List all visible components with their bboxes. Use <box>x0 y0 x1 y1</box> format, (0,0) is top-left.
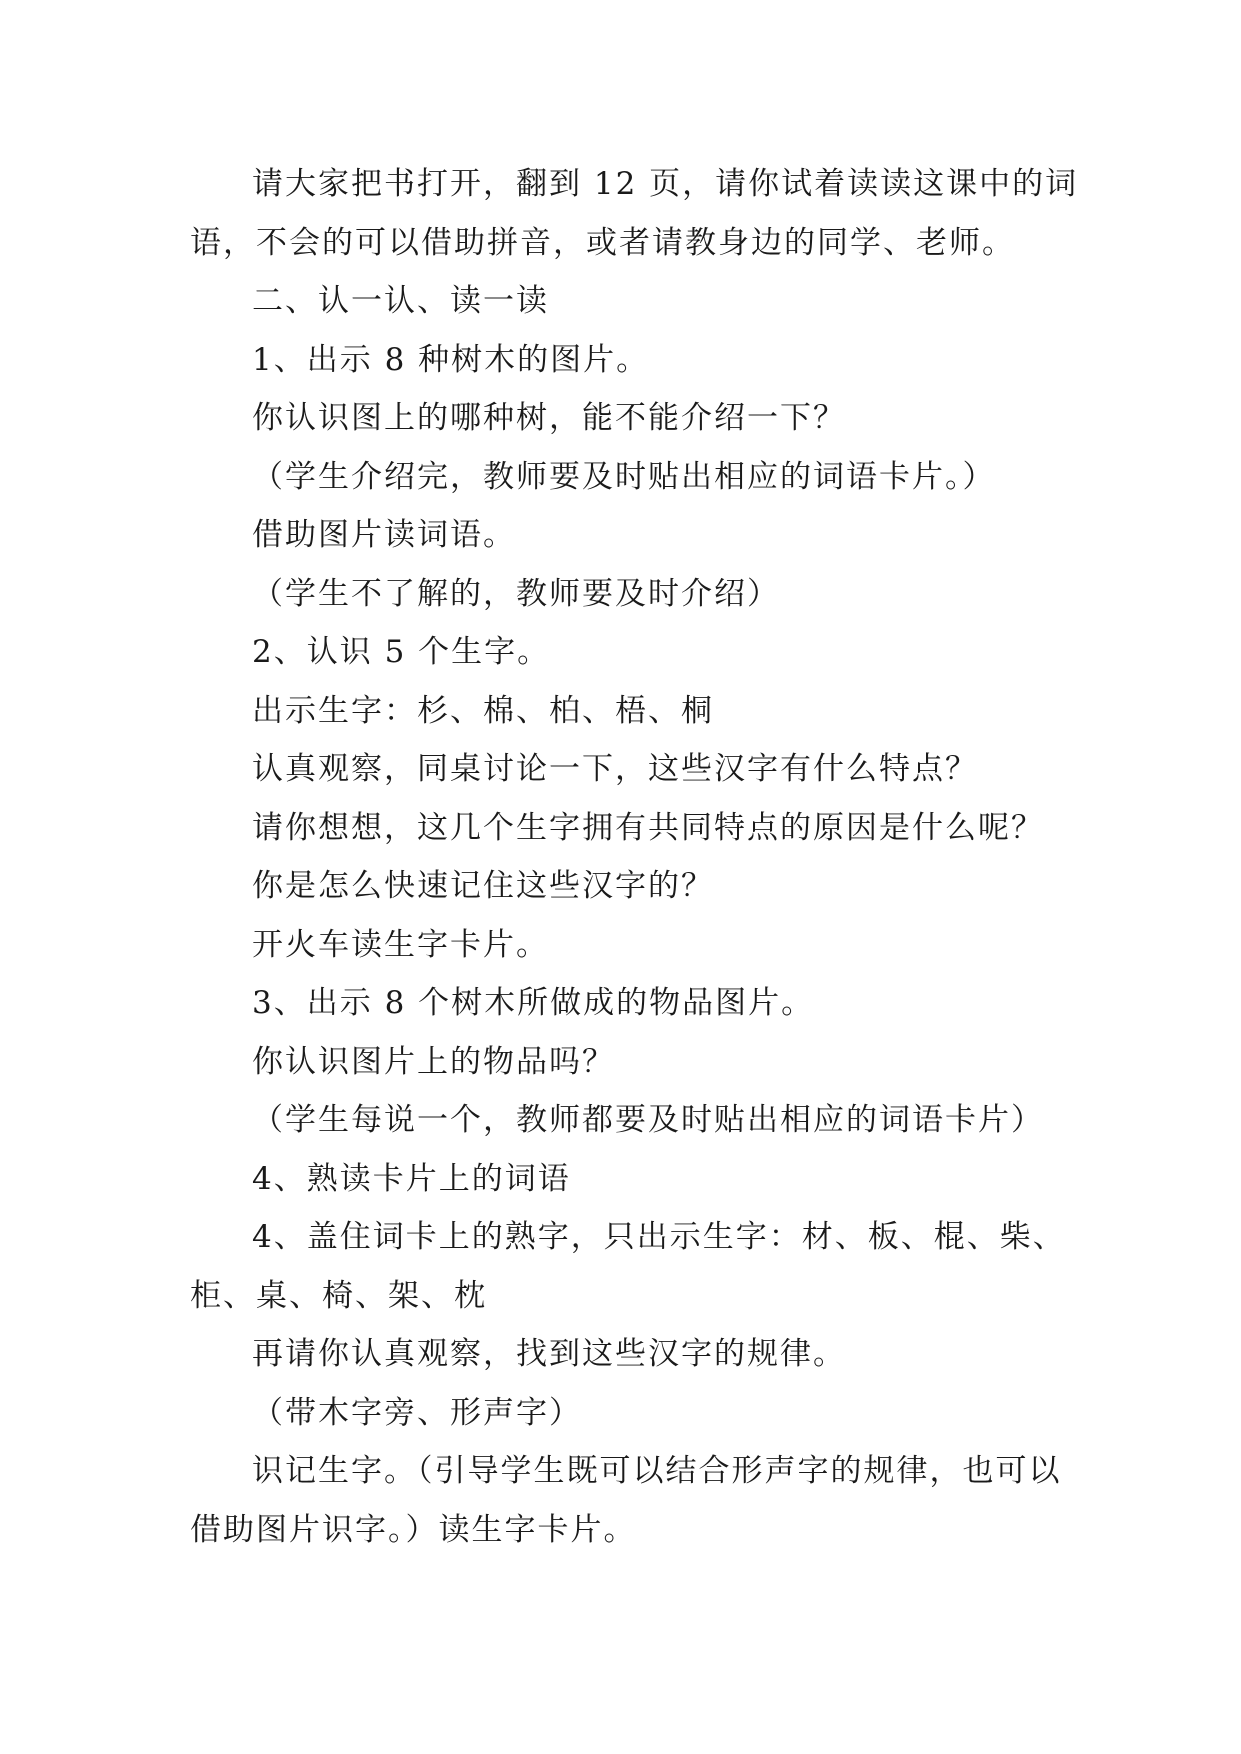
document-body <box>190 155 1090 1559</box>
paragraph-show-characters: 出示生字：杉、棉、柏、梧、桐 <box>252 692 714 729</box>
paragraph-note-radical: （带木字旁、形声字） <box>252 1394 582 1431</box>
paragraph-step-2: 2、认识 5 个生字。 <box>252 634 551 670</box>
paragraph-read-words: 借助图片读词语。 <box>252 517 516 553</box>
section-heading-read: 二、认一认、读一读 <box>252 283 549 319</box>
paragraph-note-each: （学生每说一个，教师都要及时贴出相应的词语卡片） <box>252 1102 1044 1138</box>
paragraph-step-1: 1、出示 8 种树木的图片。 <box>252 341 650 378</box>
paragraph-recognize: 识记生字。（引导学生既可以结合形声字的规律，也可以借助图片识字。）读生字卡片。 <box>190 1453 1062 1548</box>
paragraph-question-items: 你认识图片上的物品吗？ <box>252 1043 615 1080</box>
paragraph-find-pattern: 再请你认真观察，找到这些汉字的规律。 <box>252 1336 846 1372</box>
paragraph-open-book: 请大家把书打开，翻到 12 页，请你试着读读这课中的词语，不会的可以借助拼音，或者请教身边的同学、老师。 <box>190 166 1079 261</box>
paragraph-note-introduce: （学生不了解的，教师要及时介绍） <box>252 575 780 612</box>
paragraph-observe: 认真观察，同桌讨论一下，这些汉字有什么特点？ <box>252 751 978 787</box>
paragraph-think: 请你想想，这几个生字拥有共同特点的原因是什么呢？ <box>252 809 1044 846</box>
paragraph-step-4-cover: 4、盖住词卡上的熟字，只出示生字：材、板、棍、柴、柜、桌、椅、架、枕 <box>190 1219 1066 1314</box>
paragraph-question-trees: 你认识图上的哪种树，能不能介绍一下？ <box>252 400 846 436</box>
paragraph-note-cards: （学生介绍完，教师要及时贴出相应的词语卡片。） <box>252 458 996 495</box>
paragraph-step-3: 3、出示 8 个树木所做成的物品图片。 <box>252 985 815 1021</box>
paragraph-step-4-read: 4、熟读卡片上的词语 <box>252 1160 571 1197</box>
paragraph-train-read: 开火车读生字卡片。 <box>252 926 549 963</box>
paragraph-memorize: 你是怎么快速记住这些汉字的？ <box>252 868 714 904</box>
